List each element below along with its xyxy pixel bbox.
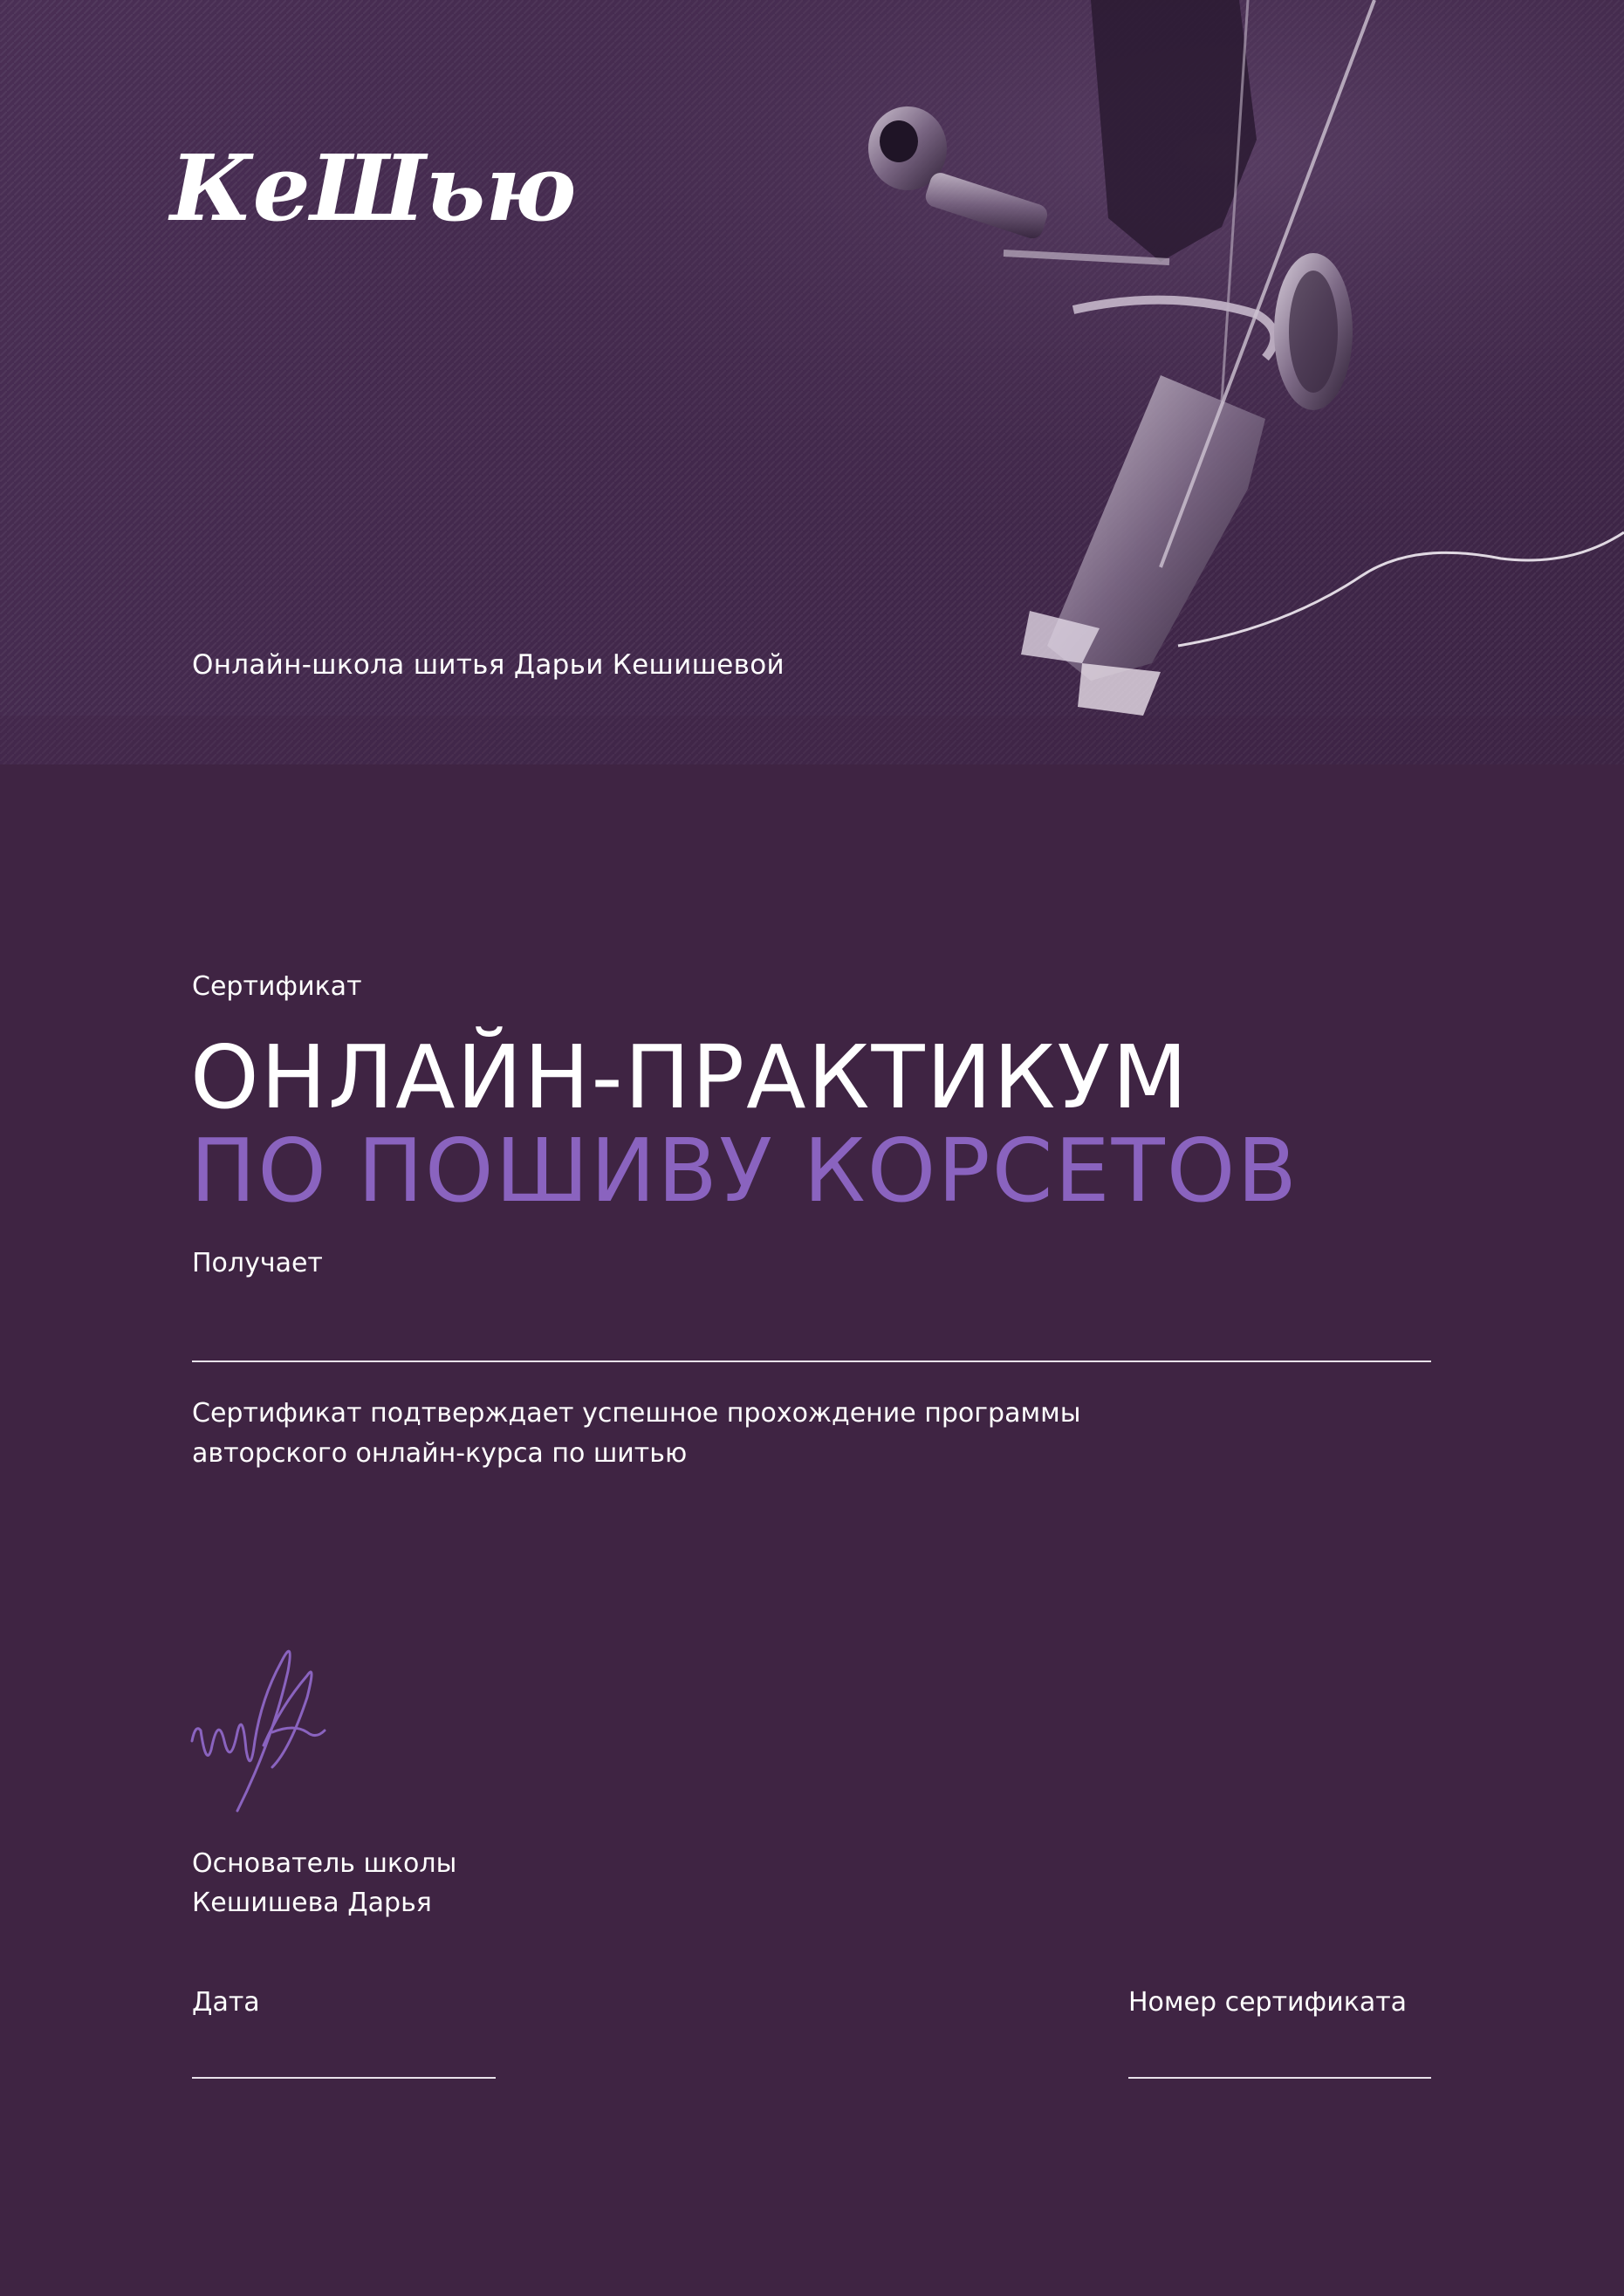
founder-signature <box>185 1628 333 1820</box>
school-caption: Онлайн-школа шитья Дарьи Кешишевой <box>192 649 785 681</box>
confirmation-line1: Сертификат подтверждает успешное прохождение программы <box>192 1398 1081 1429</box>
kesh-logo <box>166 122 577 253</box>
course-title-line1: ОНЛАЙН-ПРАКТИКУМ <box>190 1026 1189 1128</box>
hero-banner <box>0 0 1624 764</box>
certificate-number-line <box>1128 2077 1431 2079</box>
course-title-line2: ПО ПОШИВУ КОРСЕТОВ <box>190 1120 1299 1222</box>
confirmation-line2: авторского онлайн-курса по шитью <box>192 1438 688 1469</box>
founder-name: Кешишева Дарья <box>192 1888 432 1918</box>
certificate-number-label: Номер сертификата <box>1128 1987 1408 2018</box>
recipient-label: Получает <box>192 1248 323 1278</box>
date-label: Дата <box>192 1987 260 2018</box>
confirmation-text <box>192 1394 1152 1474</box>
certificate-label: Сертификат <box>192 971 362 1002</box>
date-line <box>192 2077 496 2079</box>
svg-text:КеШью: КеШью <box>170 134 577 242</box>
founder-block <box>192 1844 456 1922</box>
recipient-line <box>192 1360 1431 1362</box>
founder-role: Основатель школы <box>192 1848 457 1879</box>
